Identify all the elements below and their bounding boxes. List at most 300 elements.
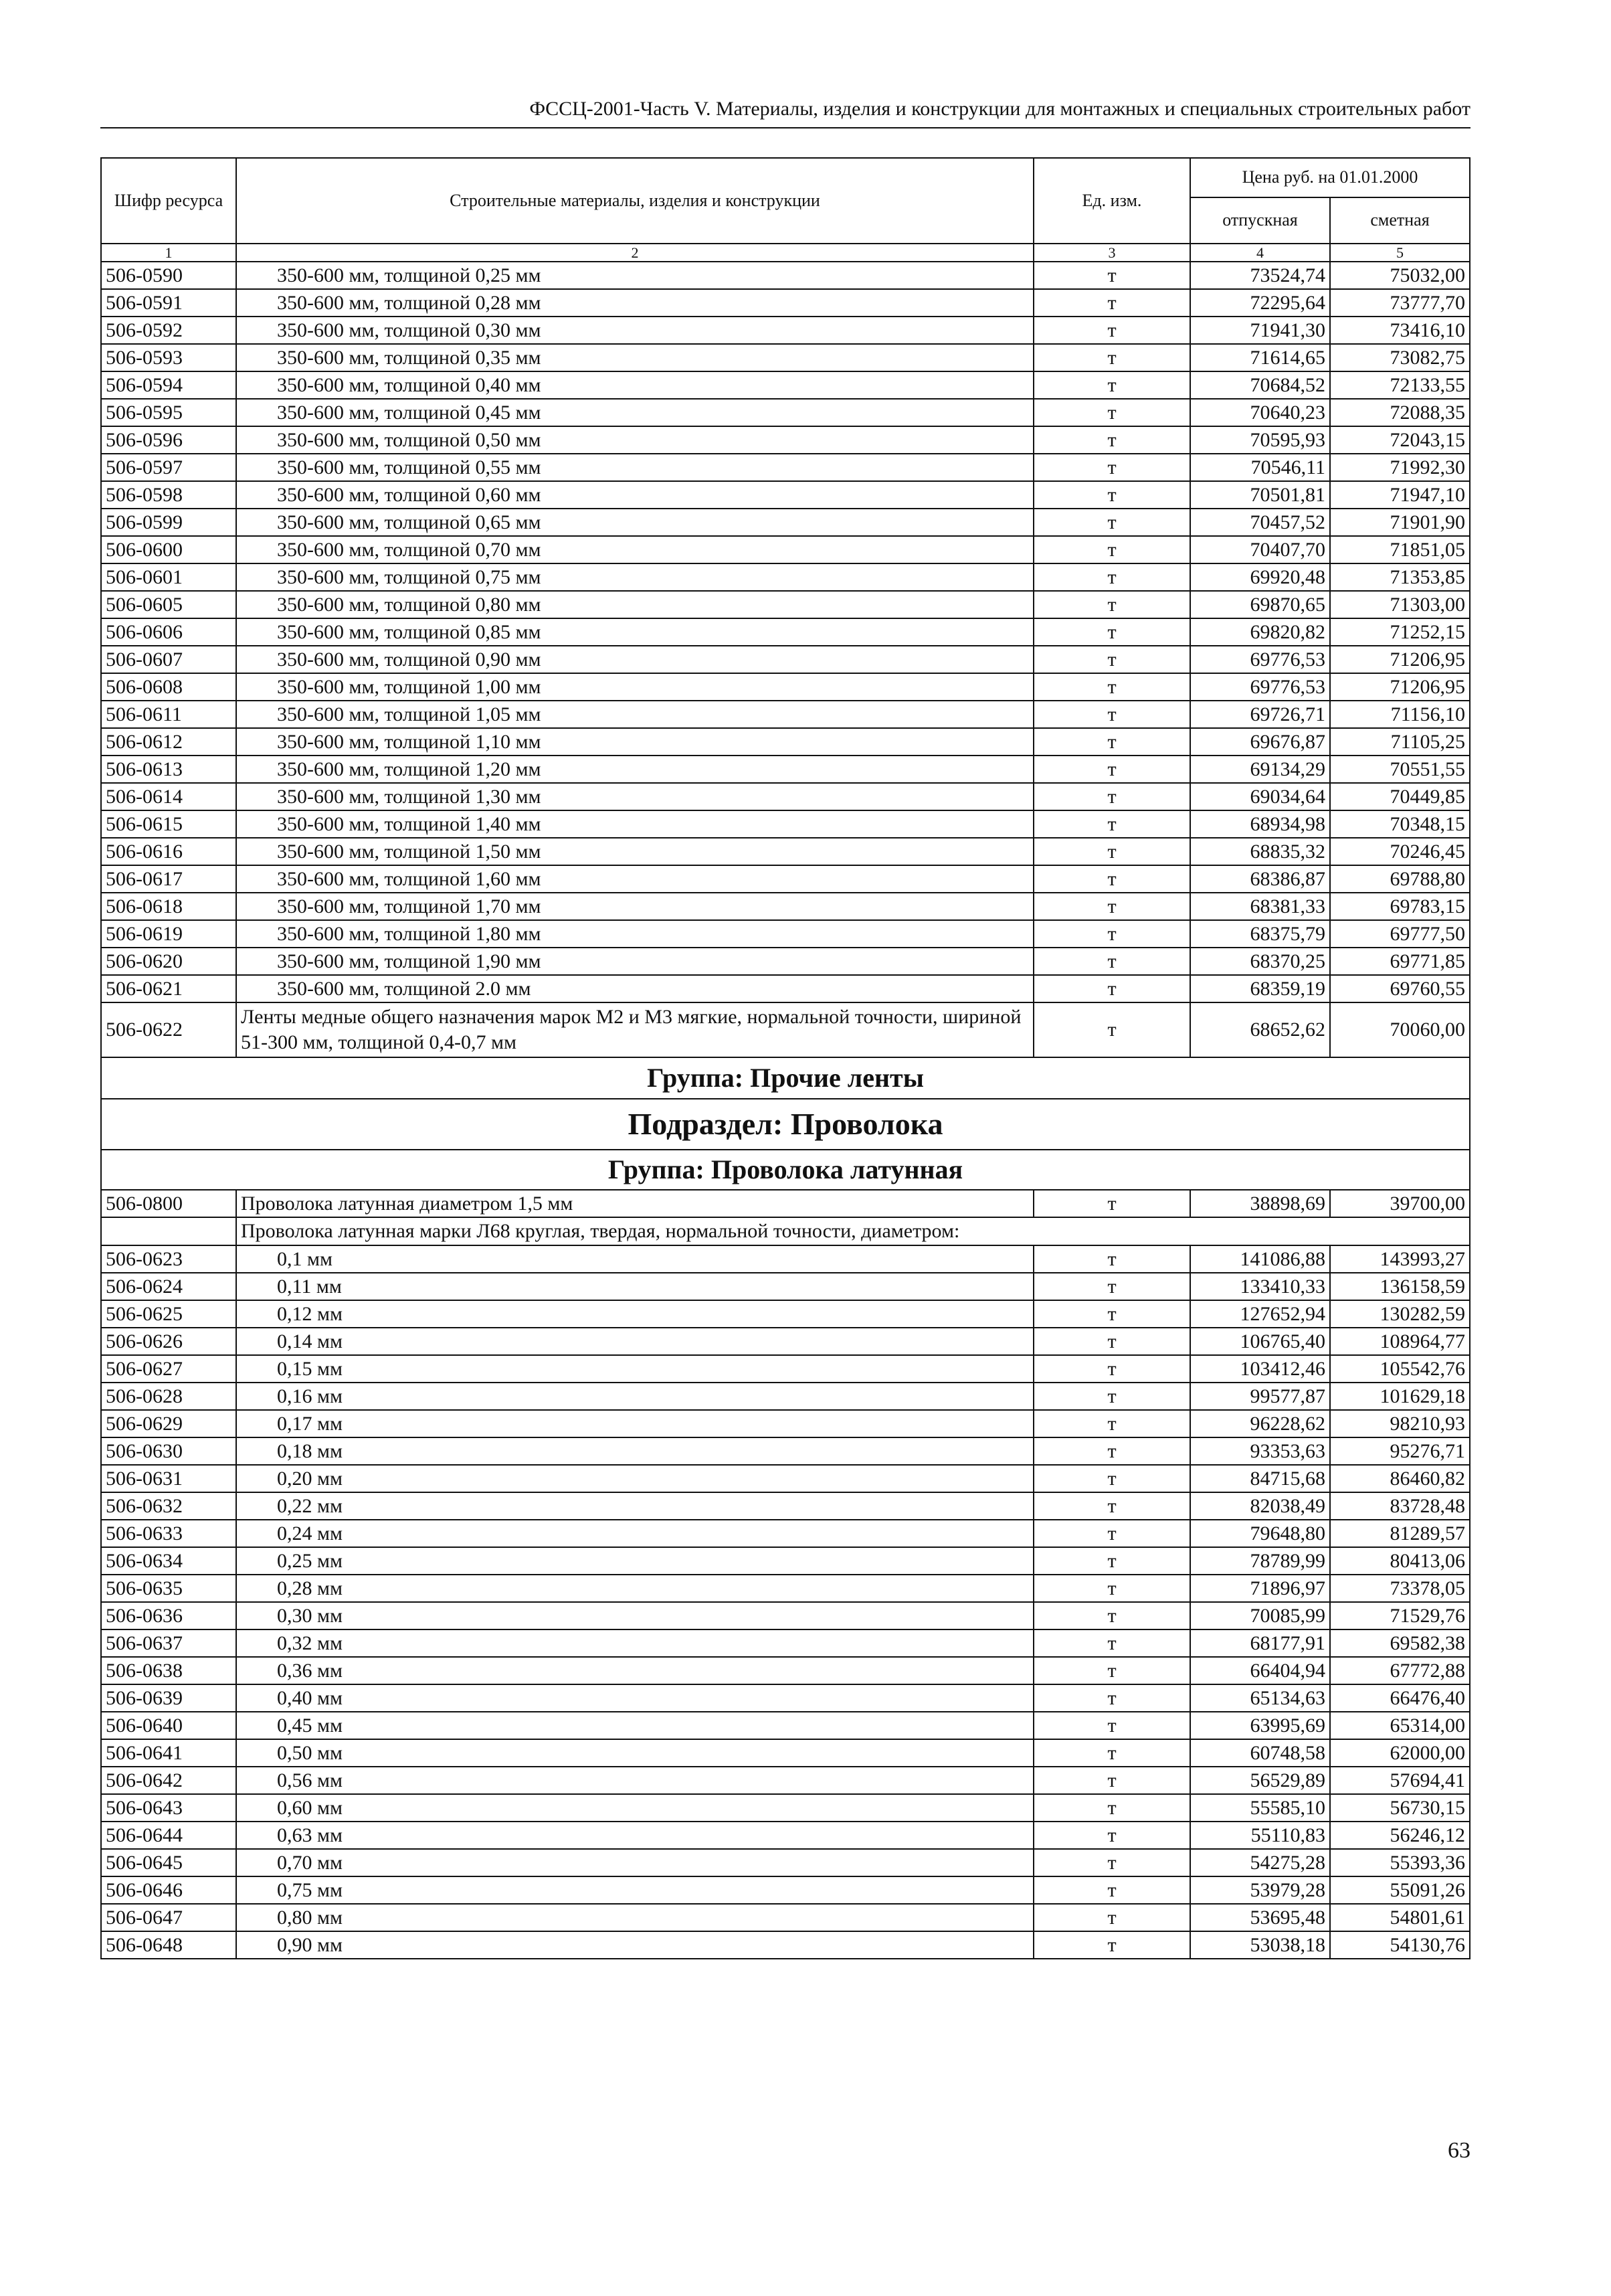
unit: т	[1034, 317, 1190, 344]
resource-code: 506-0614	[101, 783, 236, 810]
resource-code: 506-0638	[101, 1657, 236, 1684]
price-estimate: 73416,10	[1330, 317, 1470, 344]
resource-code: 506-0613	[101, 756, 236, 783]
material-name: 0,24 мм	[236, 1520, 1034, 1547]
price-release: 133410,33	[1190, 1273, 1330, 1300]
unit: т	[1034, 1328, 1190, 1355]
price-estimate: 69771,85	[1330, 948, 1470, 975]
resource-code: 506-0620	[101, 948, 236, 975]
price-release: 69920,48	[1190, 563, 1330, 591]
price-estimate: 69582,38	[1330, 1629, 1470, 1657]
table-row	[101, 344, 1470, 371]
unit: т	[1034, 1904, 1190, 1931]
subsection-heading: Подраздел: Проволока	[101, 1099, 1470, 1150]
resource-code: 506-0595	[101, 399, 236, 426]
material-name: 0,20 мм	[236, 1465, 1034, 1492]
price-estimate: 54130,76	[1330, 1931, 1470, 1959]
table-row	[101, 1190, 1470, 1217]
price-estimate: 69788,80	[1330, 865, 1470, 893]
table-row	[101, 426, 1470, 454]
material-name: 0,30 мм	[236, 1602, 1034, 1629]
resource-code: 506-0619	[101, 920, 236, 948]
price-release: 69034,64	[1190, 783, 1330, 810]
unit: т	[1034, 1712, 1190, 1739]
price-release: 69776,53	[1190, 673, 1330, 701]
table-row	[101, 756, 1470, 783]
unit: т	[1034, 591, 1190, 618]
table-row	[101, 1410, 1470, 1437]
price-estimate: 71851,05	[1330, 536, 1470, 563]
table-row	[101, 948, 1470, 975]
price-release: 56529,89	[1190, 1767, 1330, 1794]
price-release: 84715,68	[1190, 1465, 1330, 1492]
resource-code: 506-0635	[101, 1575, 236, 1602]
header-price-estimate: сметная	[1330, 197, 1470, 244]
price-release: 68934,98	[1190, 810, 1330, 838]
group-heading-row	[101, 1150, 1470, 1190]
resource-code: 506-0605	[101, 591, 236, 618]
resource-code: 506-0625	[101, 1300, 236, 1328]
resource-code: 506-0608	[101, 673, 236, 701]
price-release: 82038,49	[1190, 1492, 1330, 1520]
price-estimate: 71529,76	[1330, 1602, 1470, 1629]
table-row	[101, 371, 1470, 399]
price-estimate: 54801,61	[1330, 1904, 1470, 1931]
material-name: 350-600 мм, толщиной 1,90 мм	[236, 948, 1034, 975]
table-row	[101, 1547, 1470, 1575]
material-name: 0,17 мм	[236, 1410, 1034, 1437]
tapes-rows	[101, 262, 1470, 1002]
unit: т	[1034, 1822, 1190, 1849]
header-unit: Ед. изм.	[1034, 158, 1190, 244]
price-release: 103412,46	[1190, 1355, 1330, 1383]
table-row	[101, 1602, 1470, 1629]
resource-code: 506-0590	[101, 262, 236, 289]
price-release: 70546,11	[1190, 454, 1330, 481]
price-release: 70595,93	[1190, 426, 1330, 454]
material-name: 350-600 мм, толщиной 0,85 мм	[236, 618, 1034, 646]
resource-code: 506-0622	[101, 1002, 236, 1057]
resource-code: 506-0596	[101, 426, 236, 454]
unit: т	[1034, 563, 1190, 591]
material-name: Проволока латунная диаметром 1,5 мм	[236, 1190, 1034, 1217]
unit: т	[1034, 1849, 1190, 1876]
price-release: 53038,18	[1190, 1931, 1330, 1959]
unit: т	[1034, 1629, 1190, 1657]
price-estimate: 71303,00	[1330, 591, 1470, 618]
resource-code: 506-0626	[101, 1328, 236, 1355]
price-estimate: 95276,71	[1330, 1437, 1470, 1465]
resource-code: 506-0597	[101, 454, 236, 481]
resource-code: 506-0593	[101, 344, 236, 371]
material-name: 350-600 мм, толщиной 2.0 мм	[236, 975, 1034, 1002]
group-heading: Группа: Прочие ленты	[101, 1057, 1470, 1099]
price-estimate: 55091,26	[1330, 1876, 1470, 1904]
price-release: 78789,99	[1190, 1547, 1330, 1575]
unit: т	[1034, 509, 1190, 536]
price-estimate: 73777,70	[1330, 289, 1470, 317]
price-estimate: 71901,90	[1330, 509, 1470, 536]
price-release: 68652,62	[1190, 1002, 1330, 1057]
price-estimate: 73378,05	[1330, 1575, 1470, 1602]
price-estimate: 62000,00	[1330, 1739, 1470, 1767]
unit: т	[1034, 1383, 1190, 1410]
intro-text: Проволока латунная марки Л68 круглая, твердая, нормальной точности, диаметром:	[236, 1217, 1470, 1245]
material-name: 350-600 мм, толщиной 0,60 мм	[236, 481, 1034, 509]
material-name: 350-600 мм, толщиной 0,50 мм	[236, 426, 1034, 454]
price-estimate: 98210,93	[1330, 1410, 1470, 1437]
table-row	[101, 1629, 1470, 1657]
unit: т	[1034, 1794, 1190, 1822]
price-estimate: 75032,00	[1330, 262, 1470, 289]
price-release: 55585,10	[1190, 1794, 1330, 1822]
header-row	[101, 158, 1470, 197]
price-estimate: 136158,59	[1330, 1273, 1470, 1300]
price-release: 38898,69	[1190, 1190, 1330, 1217]
table-row	[101, 1712, 1470, 1739]
table-row	[101, 1767, 1470, 1794]
unit: т	[1034, 838, 1190, 865]
table-row	[101, 728, 1470, 756]
price-release: 69726,71	[1190, 701, 1330, 728]
material-name: 350-600 мм, толщиной 0,40 мм	[236, 371, 1034, 399]
table-row	[101, 1931, 1470, 1959]
unit: т	[1034, 728, 1190, 756]
group-heading: Группа: Проволока латунная	[101, 1150, 1470, 1190]
resource-code: 506-0611	[101, 701, 236, 728]
unit: т	[1034, 344, 1190, 371]
material-name: 0,36 мм	[236, 1657, 1034, 1684]
resource-code: 506-0615	[101, 810, 236, 838]
price-release: 54275,28	[1190, 1849, 1330, 1876]
price-release: 70457,52	[1190, 509, 1330, 536]
table-row	[101, 1822, 1470, 1849]
table-row	[101, 1492, 1470, 1520]
resource-code: 506-0623	[101, 1245, 236, 1273]
price-release: 70640,23	[1190, 399, 1330, 426]
table-row	[101, 1794, 1470, 1822]
resource-code: 506-0629	[101, 1410, 236, 1437]
unit: т	[1034, 1492, 1190, 1520]
resource-code: 506-0624	[101, 1273, 236, 1300]
resource-code: 506-0592	[101, 317, 236, 344]
price-release: 70085,99	[1190, 1602, 1330, 1629]
material-name: 0,90 мм	[236, 1931, 1034, 1959]
table-row	[101, 1383, 1470, 1410]
price-estimate: 39700,00	[1330, 1190, 1470, 1217]
table-row	[101, 975, 1470, 1002]
price-table	[100, 157, 1471, 1959]
table-row	[101, 289, 1470, 317]
price-release: 73524,74	[1190, 262, 1330, 289]
price-estimate: 80413,06	[1330, 1547, 1470, 1575]
unit: т	[1034, 948, 1190, 975]
table-row	[101, 399, 1470, 426]
resource-code: 506-0631	[101, 1465, 236, 1492]
table-row	[101, 317, 1470, 344]
resource-code: 506-0627	[101, 1355, 236, 1383]
material-name: 350-600 мм, толщиной 0,30 мм	[236, 317, 1034, 344]
table-row	[101, 262, 1470, 289]
unit: т	[1034, 618, 1190, 646]
table-row	[101, 563, 1470, 591]
empty-code-cell	[101, 1217, 236, 1245]
unit: т	[1034, 810, 1190, 838]
unit: т	[1034, 1437, 1190, 1465]
price-release: 71941,30	[1190, 317, 1330, 344]
material-name: 350-600 мм, толщиной 0,45 мм	[236, 399, 1034, 426]
price-estimate: 71353,85	[1330, 563, 1470, 591]
unit: т	[1034, 1547, 1190, 1575]
price-estimate: 70449,85	[1330, 783, 1470, 810]
material-name: 0,60 мм	[236, 1794, 1034, 1822]
unit: т	[1034, 1876, 1190, 1904]
unit: т	[1034, 399, 1190, 426]
header-code: Шифр ресурса	[101, 158, 236, 244]
material-name: 0,75 мм	[236, 1876, 1034, 1904]
price-estimate: 69783,15	[1330, 893, 1470, 920]
table-row	[101, 865, 1470, 893]
price-release: 68381,33	[1190, 893, 1330, 920]
header-name: Строительные материалы, изделия и конструкции	[236, 158, 1034, 244]
resource-code: 506-0601	[101, 563, 236, 591]
price-release: 68375,79	[1190, 920, 1330, 948]
unit: т	[1034, 646, 1190, 673]
table-row	[101, 1739, 1470, 1767]
price-estimate: 71206,95	[1330, 646, 1470, 673]
header-price-release: отпускная	[1190, 197, 1330, 244]
table-row	[101, 920, 1470, 948]
material-name: 0,32 мм	[236, 1629, 1034, 1657]
resource-code: 506-0612	[101, 728, 236, 756]
unit: т	[1034, 1602, 1190, 1629]
table-row	[101, 701, 1470, 728]
unit: т	[1034, 1465, 1190, 1492]
resource-code: 506-0642	[101, 1767, 236, 1794]
price-release: 127652,94	[1190, 1300, 1330, 1328]
page-number: 63	[1448, 2138, 1471, 2163]
resource-code: 506-0621	[101, 975, 236, 1002]
price-estimate: 72088,35	[1330, 399, 1470, 426]
price-release: 72295,64	[1190, 289, 1330, 317]
material-name: 350-600 мм, толщиной 1,50 мм	[236, 838, 1034, 865]
material-name: 350-600 мм, толщиной 1,60 мм	[236, 865, 1034, 893]
price-estimate: 81289,57	[1330, 1520, 1470, 1547]
column-number: 5	[1330, 244, 1470, 262]
table-row	[101, 1328, 1470, 1355]
price-release: 69676,87	[1190, 728, 1330, 756]
group-heading-row	[101, 1057, 1470, 1099]
material-name: 0,18 мм	[236, 1437, 1034, 1465]
price-estimate: 56246,12	[1330, 1822, 1470, 1849]
unit: т	[1034, 289, 1190, 317]
resource-code: 506-0599	[101, 509, 236, 536]
unit: т	[1034, 1739, 1190, 1767]
material-name: 0,56 мм	[236, 1767, 1034, 1794]
resource-code: 506-0643	[101, 1794, 236, 1822]
price-release: 79648,80	[1190, 1520, 1330, 1547]
column-number: 1	[101, 244, 236, 262]
material-name: 0,16 мм	[236, 1383, 1034, 1410]
material-name: 350-600 мм, толщиной 0,28 мм	[236, 289, 1034, 317]
column-number: 3	[1034, 244, 1190, 262]
unit: т	[1034, 1410, 1190, 1437]
price-estimate: 72043,15	[1330, 426, 1470, 454]
resource-code: 506-0618	[101, 893, 236, 920]
table-row	[101, 1520, 1470, 1547]
price-release: 71896,97	[1190, 1575, 1330, 1602]
price-estimate: 101629,18	[1330, 1383, 1470, 1410]
resource-code: 506-0630	[101, 1437, 236, 1465]
resource-code: 506-0640	[101, 1712, 236, 1739]
price-release: 66404,94	[1190, 1657, 1330, 1684]
table-row	[101, 591, 1470, 618]
material-name: 0,11 мм	[236, 1273, 1034, 1300]
resource-code: 506-0600	[101, 536, 236, 563]
material-name: 0,15 мм	[236, 1355, 1034, 1383]
material-name: 350-600 мм, толщиной 0,90 мм	[236, 646, 1034, 673]
price-estimate: 130282,59	[1330, 1300, 1470, 1328]
price-estimate: 71947,10	[1330, 481, 1470, 509]
material-name: 0,25 мм	[236, 1547, 1034, 1575]
unit: т	[1034, 1300, 1190, 1328]
unit: т	[1034, 262, 1190, 289]
table-row	[101, 481, 1470, 509]
material-name: 350-600 мм, толщиной 1,30 мм	[236, 783, 1034, 810]
price-estimate: 56730,15	[1330, 1794, 1470, 1822]
price-release: 68177,91	[1190, 1629, 1330, 1657]
material-name: 350-600 мм, толщиной 0,80 мм	[236, 591, 1034, 618]
unit: т	[1034, 1002, 1190, 1057]
price-release: 63995,69	[1190, 1712, 1330, 1739]
material-name: 350-600 мм, толщиной 1,00 мм	[236, 673, 1034, 701]
price-release: 93353,63	[1190, 1437, 1330, 1465]
unit: т	[1034, 1245, 1190, 1273]
price-estimate: 70060,00	[1330, 1002, 1470, 1057]
unit: т	[1034, 673, 1190, 701]
unit: т	[1034, 1190, 1190, 1217]
price-release: 68370,25	[1190, 948, 1330, 975]
price-estimate: 69777,50	[1330, 920, 1470, 948]
price-release: 68835,32	[1190, 838, 1330, 865]
price-estimate: 65314,00	[1330, 1712, 1470, 1739]
price-estimate: 72133,55	[1330, 371, 1470, 399]
material-name: 0,28 мм	[236, 1575, 1034, 1602]
price-estimate: 71105,25	[1330, 728, 1470, 756]
unit: т	[1034, 1575, 1190, 1602]
header-price-group: Цена руб. на 01.01.2000	[1190, 158, 1470, 197]
unit: т	[1034, 481, 1190, 509]
price-release: 53695,48	[1190, 1904, 1330, 1931]
price-release: 71614,65	[1190, 344, 1330, 371]
resource-code: 506-0617	[101, 865, 236, 893]
material-name: 0,63 мм	[236, 1822, 1034, 1849]
unit: т	[1034, 1767, 1190, 1794]
resource-code: 506-0634	[101, 1547, 236, 1575]
unit: т	[1034, 975, 1190, 1002]
price-estimate: 69760,55	[1330, 975, 1470, 1002]
price-release: 68386,87	[1190, 865, 1330, 893]
wire-rows	[101, 1245, 1470, 1959]
price-release: 69776,53	[1190, 646, 1330, 673]
price-estimate: 57694,41	[1330, 1767, 1470, 1794]
material-name: 350-600 мм, толщиной 0,25 мм	[236, 262, 1034, 289]
table-row	[101, 509, 1470, 536]
material-name: 350-600 мм, толщиной 1,40 мм	[236, 810, 1034, 838]
material-name: 350-600 мм, толщиной 0,75 мм	[236, 563, 1034, 591]
unit: т	[1034, 1684, 1190, 1712]
table-row	[101, 1245, 1470, 1273]
material-name: 0,12 мм	[236, 1300, 1034, 1328]
table-row	[101, 1849, 1470, 1876]
material-name: 350-600 мм, толщиной 0,55 мм	[236, 454, 1034, 481]
intro-row	[101, 1217, 1470, 1245]
table-row	[101, 1904, 1470, 1931]
resource-code: 506-0594	[101, 371, 236, 399]
table-row	[101, 673, 1470, 701]
price-release: 69870,65	[1190, 591, 1330, 618]
price-release: 70407,70	[1190, 536, 1330, 563]
price-release: 99577,87	[1190, 1383, 1330, 1410]
material-name: 0,50 мм	[236, 1739, 1034, 1767]
unit: т	[1034, 756, 1190, 783]
table-row	[101, 454, 1470, 481]
resource-code: 506-0628	[101, 1383, 236, 1410]
resource-code: 506-0641	[101, 1739, 236, 1767]
table-row	[101, 618, 1470, 646]
column-number-row	[101, 244, 1470, 262]
material-name: 0,45 мм	[236, 1712, 1034, 1739]
resource-code: 506-0800	[101, 1190, 236, 1217]
table-row	[101, 1002, 1470, 1057]
table-row	[101, 838, 1470, 865]
material-name: 0,40 мм	[236, 1684, 1034, 1712]
unit: т	[1034, 1657, 1190, 1684]
price-release: 68359,19	[1190, 975, 1330, 1002]
price-table-wrapper	[100, 157, 1471, 1959]
material-name: 350-600 мм, толщиной 1,05 мм	[236, 701, 1034, 728]
table-row	[101, 1684, 1470, 1712]
material-name: 350-600 мм, толщиной 1,80 мм	[236, 920, 1034, 948]
subsection-heading-row	[101, 1099, 1470, 1150]
material-name: 350-600 мм, толщиной 0,65 мм	[236, 509, 1034, 536]
price-release: 65134,63	[1190, 1684, 1330, 1712]
resource-code: 506-0616	[101, 838, 236, 865]
resource-code: 506-0647	[101, 1904, 236, 1931]
price-estimate: 143993,27	[1330, 1245, 1470, 1273]
price-estimate: 86460,82	[1330, 1465, 1470, 1492]
table-row	[101, 1465, 1470, 1492]
unit: т	[1034, 1355, 1190, 1383]
unit: т	[1034, 1931, 1190, 1959]
material-name: 350-600 мм, толщиной 1,20 мм	[236, 756, 1034, 783]
material-name: 350-600 мм, толщиной 1,10 мм	[236, 728, 1034, 756]
table-row	[101, 1437, 1470, 1465]
price-estimate: 71156,10	[1330, 701, 1470, 728]
unit: т	[1034, 701, 1190, 728]
material-name: 350-600 мм, толщиной 1,70 мм	[236, 893, 1034, 920]
table-row	[101, 1273, 1470, 1300]
resource-code: 506-0644	[101, 1822, 236, 1849]
material-name: Ленты медные общего назначения марок М2 и М3 мягкие, нормальной точности, шириной 51-300 мм, толщиной 0,4-0,7 мм	[236, 1002, 1034, 1057]
material-name: 0,80 мм	[236, 1904, 1034, 1931]
price-release: 141086,88	[1190, 1245, 1330, 1273]
price-release: 53979,28	[1190, 1876, 1330, 1904]
resource-code: 506-0632	[101, 1492, 236, 1520]
unit: т	[1034, 454, 1190, 481]
table-row	[101, 893, 1470, 920]
price-release: 96228,62	[1190, 1410, 1330, 1437]
